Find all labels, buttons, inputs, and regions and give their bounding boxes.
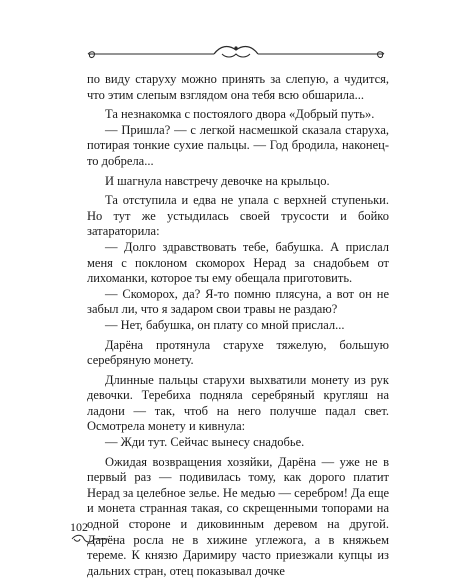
body-text	[87, 72, 389, 579]
header-ornament	[86, 40, 386, 64]
paragraph: — Скоморох, да? Я-то помню плясуна, а вот он не забыл ли, что я задаром свои травы не раздаю?	[87, 286, 389, 317]
paragraph: — Нет, бабушка, он плату со мной прислал...	[105, 317, 345, 332]
page-number: 102	[70, 520, 88, 534]
paragraph: Дарёна протянула старухе тяжелую, большую серебряную монету.	[87, 337, 389, 368]
paragraph: — Долго здравствовать тебе, бабушка. А прислал меня с поклоном скоморох Нерад за снадобьем от лихоманки, которое ты ему обещала приготовить.	[87, 239, 389, 286]
paragraph: по виду старуху можно принять за слепую, а чудится, что этим слепым взглядом она тебя всю обшарила...	[87, 72, 389, 102]
paragraph: Та незнакомка с постоялого двора «Добрый путь».	[105, 107, 375, 122]
page-footer	[70, 520, 130, 556]
paragraph: — Пришла? — с легкой насмешкой сказала старуха, потирая тонкие сухие пальцы. — Год бродила, наконец-то добрела...	[87, 122, 389, 168]
paragraph: — Жди тут. Сейчас вынесу снадобье.	[105, 435, 305, 450]
paragraph: И шагнула навстречу девочке на крыльцо.	[105, 173, 330, 188]
paragraph: Ожидая возвращения хозяйки, Дарёна — уже не в первый раз — подивилась тому, как дорого платит Нерад за целебное зелье. Не медью — серебром! Да еще и монета странная такая, со скрещенными топорами на одной стороне и диковинным деревом на другой. Дарёна росла не в хижине углежога, а в княжьем тереме. К князю Даримиру часто приезжали купцы из дальних стран, отец показывал дочке	[87, 454, 389, 578]
paragraph: Та отступила и едва не упала с верхней ступеньки. Но тут же устыдилась своей трусости и бойко затараторила:	[87, 193, 389, 239]
footer-ornament	[70, 532, 110, 546]
paragraph: Длинные пальцы старухи выхватили монету из рук девочки. Теребиха подняла серебряный кругляш на ладони — так, чтоб на него получше падал свет. Осмотрела монету и кивнула:	[87, 372, 389, 434]
